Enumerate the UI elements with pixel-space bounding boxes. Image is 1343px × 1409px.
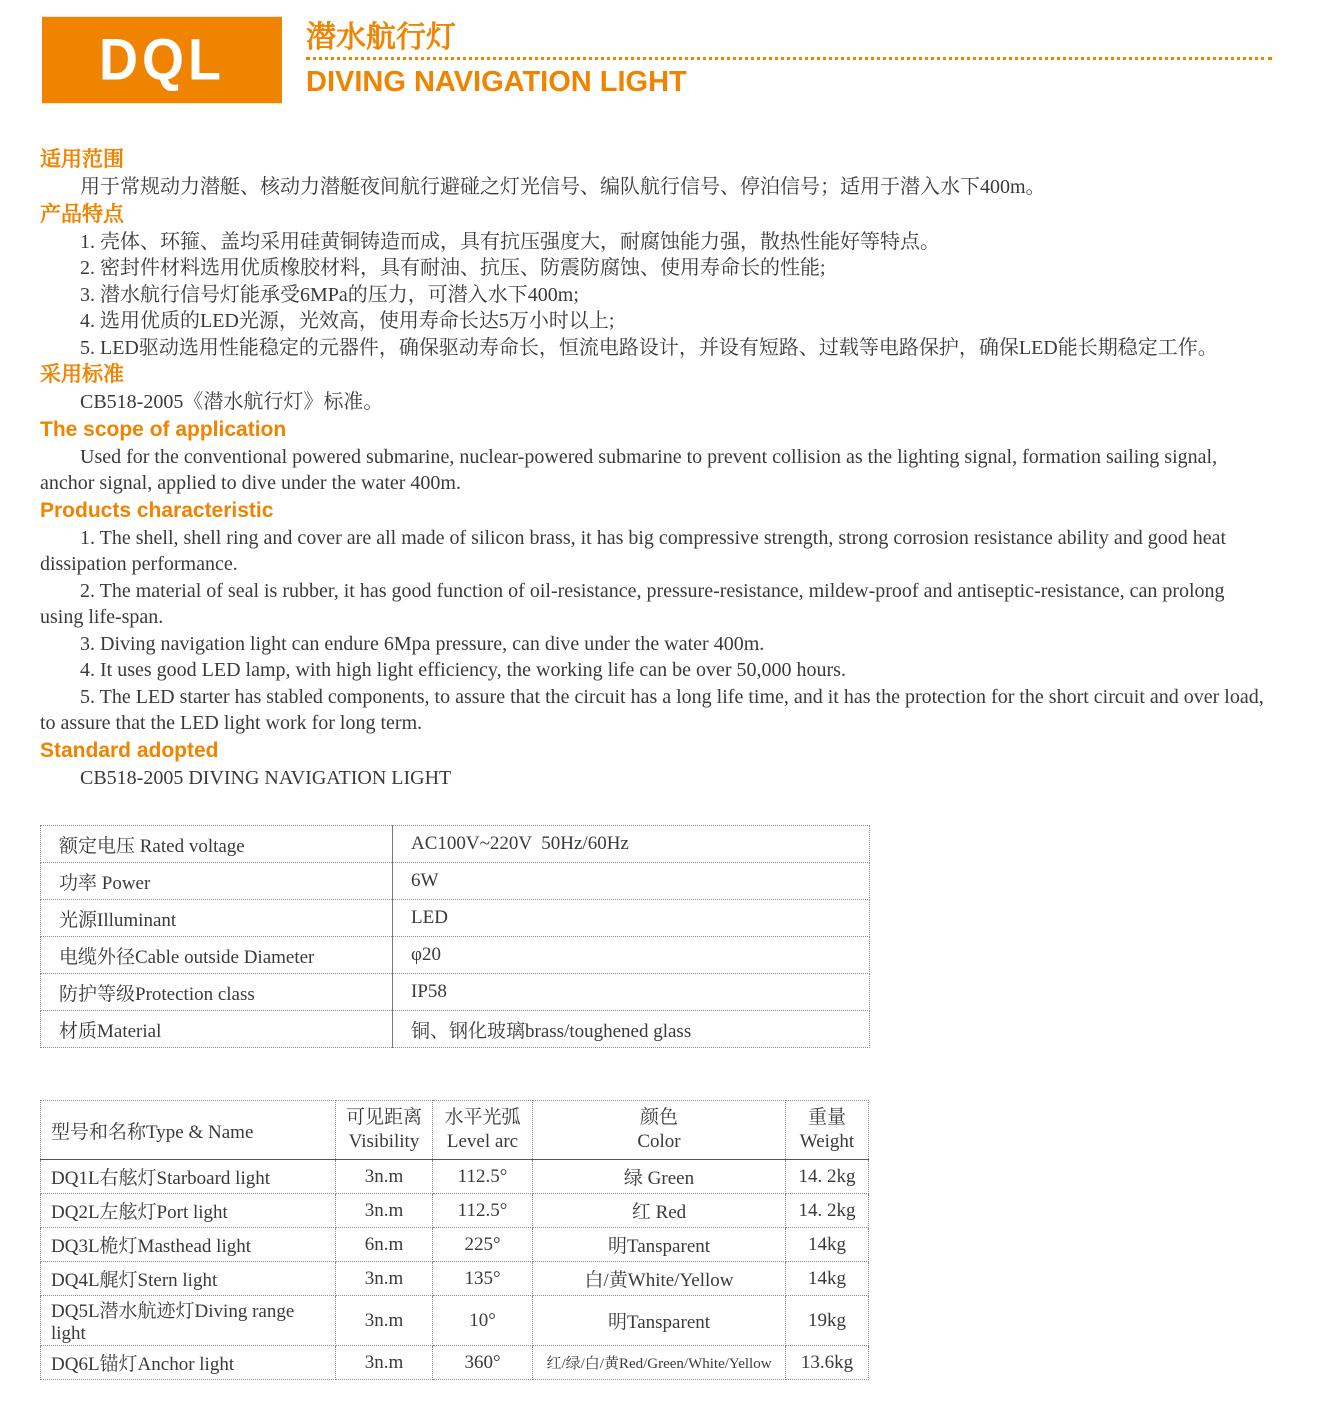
spec-value: AC100V~220V 50Hz/60Hz <box>393 826 870 863</box>
type-col-header <box>336 1101 433 1160</box>
header-en: Color <box>637 1131 681 1152</box>
header-en: Level arc <box>446 1131 519 1152</box>
spec-row <box>41 1011 870 1048</box>
paragraph: 4. 选用优质的LED光源，光效高，使用寿命长达5万小时以上; <box>80 310 615 332</box>
header-zh: 水平光弧 <box>444 1107 521 1128</box>
level-arc-cell: 135° <box>433 1262 533 1296</box>
type-row <box>41 1228 869 1262</box>
section-heading: Products characteristic <box>40 498 274 522</box>
brand-logo: DQL <box>42 17 282 103</box>
spec-table <box>40 825 870 1048</box>
paragraph: 3. Diving navigation light can endure 6Mpa pressure, can dive under the water 400m. <box>80 632 765 655</box>
header-zh: 重量 <box>807 1107 846 1128</box>
spec-row <box>41 937 870 974</box>
paragraph: 1. The shell, shell ring and cover are all made of silicon brass, it has big compressive strength, strong corrosion resistance ability and good heat dissipation performance. <box>40 526 1227 575</box>
type-row <box>41 1194 869 1228</box>
visibility-cell: 3n.m <box>336 1262 433 1296</box>
spec-label: 材质Material <box>41 1011 393 1048</box>
section-heading: Standard adopted <box>40 738 219 762</box>
level-arc-cell: 112.5° <box>433 1194 533 1228</box>
paragraph: 5. The LED starter has stabled components, to assure that the circuit has a long life time, and it has the protection for the short circuit and over load, to assure that the LED light work for long term. <box>40 685 1264 734</box>
section-heading: 适用范围 <box>40 148 124 171</box>
paragraph: 1. 壳体、环箍、盖均采用硅黄铜铸造而成，具有抗压强度大，耐腐蚀能力强，散热性能好等特点。 <box>80 230 940 253</box>
weight-cell: 14kg <box>786 1262 869 1296</box>
type-col-header <box>41 1101 336 1160</box>
header-en: Visibility <box>348 1131 420 1152</box>
section-heading: 产品特点 <box>40 202 124 226</box>
page-title-en: DIVING NAVIGATION LIGHT <box>306 66 687 98</box>
paragraph: 3. 潜水航行信号灯能承受6MPa的压力，可潜入水下400m; <box>80 283 579 306</box>
spec-label: 功率 Power <box>41 863 393 900</box>
paragraph: 2. 密封件材料选用优质橡胶材料，具有耐油、抗压、防震防腐蚀、使用寿命长的性能; <box>80 257 826 279</box>
type-col-header <box>433 1101 533 1160</box>
spec-row <box>41 863 870 900</box>
weight-cell: 14. 2kg <box>786 1160 869 1194</box>
type-col-header <box>786 1101 869 1160</box>
type-name-cell: DQ5L潜水航迹灯Diving range light <box>41 1296 336 1346</box>
visibility-cell: 3n.m <box>336 1194 433 1228</box>
title-block <box>306 20 1272 98</box>
weight-cell: 14kg <box>786 1228 869 1262</box>
type-row <box>41 1296 869 1346</box>
spec-row <box>41 974 870 1011</box>
spec-value: LED <box>393 900 870 937</box>
paragraph: CB518-2005《潜水航行灯》标准。 <box>80 391 384 413</box>
level-arc-cell: 225° <box>433 1228 533 1262</box>
type-name-cell: DQ6L锚灯Anchor light <box>41 1346 336 1380</box>
paragraph: 5. LED驱动选用性能稳定的元器件，确保驱动寿命长，恒流电路设计，并设有短路、过载等电路保护，确保LED能长期稳定工作。 <box>80 336 1218 359</box>
document-body <box>40 146 1270 791</box>
level-arc-cell: 360° <box>433 1346 533 1380</box>
type-col-header <box>533 1101 786 1160</box>
type-table <box>40 1100 869 1380</box>
color-cell: 红 Red <box>533 1194 786 1228</box>
color-cell: 绿 Green <box>533 1160 786 1194</box>
spec-value: φ20 <box>393 937 870 974</box>
paragraph: 用于常规动力潜艇、核动力潜艇夜间航行避碰之灯光信号、编队航行信号、停泊信号；适用于潜入水下400m。 <box>80 176 1046 198</box>
type-name-cell: DQ3L桅灯Masthead light <box>41 1228 336 1262</box>
type-row <box>41 1262 869 1296</box>
type-row <box>41 1160 869 1194</box>
visibility-cell: 3n.m <box>336 1160 433 1194</box>
spec-value: 铜、钢化玻璃brass/toughened glass <box>393 1011 870 1048</box>
weight-cell: 19kg <box>786 1296 869 1346</box>
visibility-cell: 3n.m <box>336 1296 433 1346</box>
type-name-cell: DQ2L左舷灯Port light <box>41 1194 336 1228</box>
spec-row <box>41 826 870 863</box>
spec-label: 电缆外径Cable outside Diameter <box>41 937 393 974</box>
spec-row <box>41 900 870 937</box>
visibility-cell: 6n.m <box>336 1228 433 1262</box>
header-en: Type & Name <box>146 1121 254 1143</box>
header-en: Weight <box>799 1131 855 1152</box>
type-name-cell: DQ4L艉灯Stern light <box>41 1262 336 1296</box>
paragraph: CB518-2005 DIVING NAVIGATION LIGHT <box>80 766 452 789</box>
type-header-row <box>41 1101 869 1160</box>
paragraph: 4. It uses good LED lamp, with high light efficiency, the working life can be over 50,000 hours. <box>80 659 846 681</box>
weight-cell: 13.6kg <box>786 1346 869 1380</box>
header-zh: 型号和名称 <box>51 1121 147 1143</box>
spec-label: 额定电压 Rated voltage <box>41 826 393 863</box>
type-row <box>41 1346 869 1380</box>
title-divider <box>306 57 1272 60</box>
page-header <box>42 20 1272 100</box>
level-arc-cell: 112.5° <box>433 1160 533 1194</box>
section-heading: The scope of application <box>40 417 287 441</box>
level-arc-cell: 10° <box>433 1296 533 1346</box>
header-zh: 可见距离 <box>345 1107 422 1128</box>
page-title-zh: 潜水航行灯 <box>306 21 456 54</box>
color-cell: 白/黄White/Yellow <box>533 1262 786 1296</box>
spec-label: 防护等级Protection class <box>41 974 393 1011</box>
section-heading: 采用标准 <box>40 363 124 386</box>
spec-value: 6W <box>393 863 870 900</box>
paragraph: Used for the conventional powered submarine, nuclear-powered submarine to prevent collision as the lighting signal, formation sailing signal, anchor signal, applied to dive under the water 400m. <box>40 445 1218 494</box>
color-cell: 明Tansparent <box>533 1296 786 1346</box>
spec-value: IP58 <box>393 974 870 1011</box>
weight-cell: 14. 2kg <box>786 1194 869 1228</box>
paragraph: 2. The material of seal is rubber, it has good function of oil-resistance, pressure-resistance, mildew-proof and antiseptic-resistance, can prolong using life-span. <box>40 579 1225 628</box>
type-name-cell: DQ1L右舷灯Starboard light <box>41 1160 336 1194</box>
header-zh: 颜色 <box>639 1107 678 1128</box>
color-cell: 明Tansparent <box>533 1228 786 1262</box>
spec-label: 光源Illuminant <box>41 900 393 937</box>
color-cell: 红/绿/白/黄Red/Green/White/Yellow <box>533 1346 786 1380</box>
visibility-cell: 3n.m <box>336 1346 433 1380</box>
